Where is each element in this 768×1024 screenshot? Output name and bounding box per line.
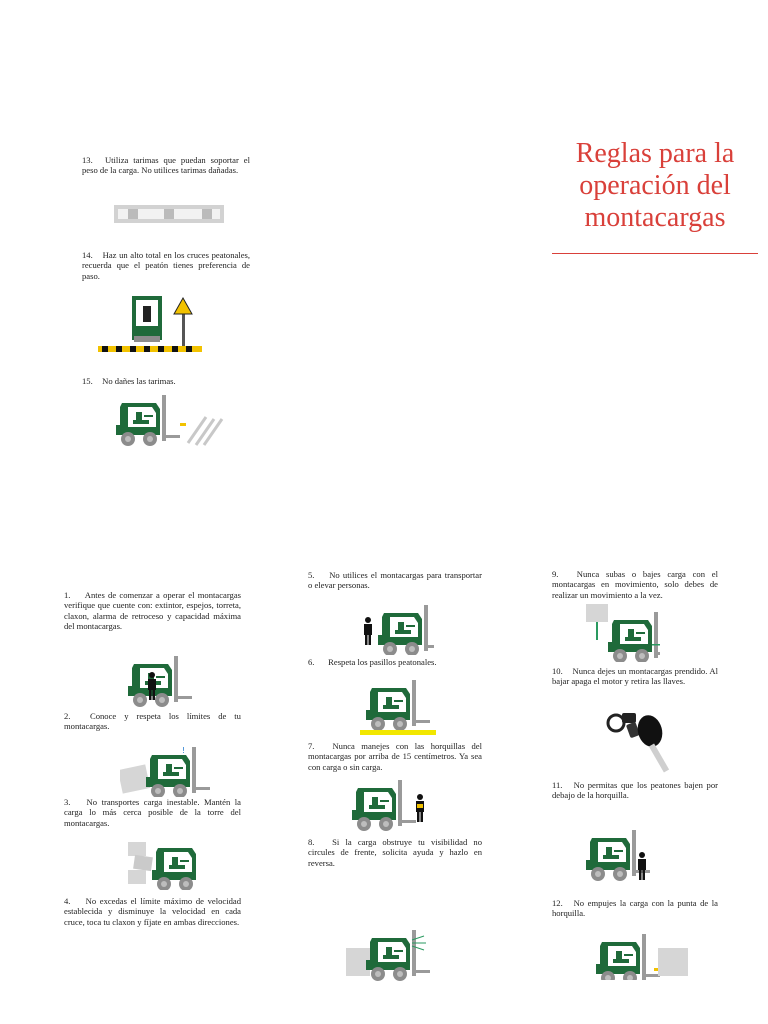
rule-text: No permitas que los peatones bajen por debajo de la horquilla. xyxy=(552,780,718,801)
rule-number: 14. xyxy=(82,250,93,260)
pedestrian-aisle-illustration xyxy=(360,680,436,736)
rule-6 xyxy=(308,657,482,667)
rule-number: 1. xyxy=(64,590,71,600)
rule-text: Nunca dejes un montacargas prendido. Al bajar apaga el motor y retira las llaves. xyxy=(552,666,718,687)
rule-13 xyxy=(82,155,250,176)
rule-4 xyxy=(64,896,241,927)
rule-11 xyxy=(552,780,718,801)
rule-14 xyxy=(82,250,250,281)
svg-text:!: ! xyxy=(182,746,186,755)
damaged-pallet-illustration xyxy=(116,393,228,449)
rule-2 xyxy=(64,711,241,732)
rule-text: No empujes la carga con la punta de la horquilla. xyxy=(552,898,718,919)
rule-7 xyxy=(308,741,482,772)
rule-number: 12. xyxy=(552,898,563,908)
pallet-illustration xyxy=(114,203,224,225)
title-underline xyxy=(552,253,758,254)
rule-1 xyxy=(64,590,241,632)
rule-text: Utiliza tarimas que puedan soportar el peso de la carga. No utilices tarimas dañadas. xyxy=(82,155,250,176)
rule-text: Conoce y respeta los límites de tu montacargas. xyxy=(64,711,241,732)
rule-number: 7. xyxy=(308,741,315,751)
rule-text: No utilices el montacargas para transportar o elevar personas. xyxy=(308,570,482,591)
rule-number: 9. xyxy=(552,569,559,579)
rule-15 xyxy=(82,376,250,386)
reverse-driving-illustration xyxy=(346,928,436,982)
crosswalk-stop-illustration xyxy=(98,292,202,354)
pedestrian-under-fork-illustration xyxy=(586,828,658,884)
rule-number: 5. xyxy=(308,570,315,580)
keys-illustration xyxy=(602,703,682,777)
rule-3 xyxy=(64,797,241,828)
rule-number: 3. xyxy=(64,797,71,807)
rule-text: No transportes carga inestable. Mantén la carga lo más cerca posible de la torre del montacargas. xyxy=(64,797,241,828)
rule-number: 13. xyxy=(82,155,93,165)
rule-number: 6. xyxy=(308,657,315,667)
inspection-illustration xyxy=(128,654,198,708)
load-movement-illustration xyxy=(584,604,660,662)
rule-number: 8. xyxy=(308,837,315,847)
rule-number: 4. xyxy=(64,896,71,906)
rule-12 xyxy=(552,898,718,919)
rule-number: 15. xyxy=(82,376,93,386)
rule-8 xyxy=(308,837,482,868)
rule-text: No dañes las tarimas. xyxy=(102,376,176,386)
page-title: Reglas para la operación del montacargas xyxy=(575,138,735,233)
limits-illustration xyxy=(120,745,210,797)
no-passengers-illustration xyxy=(364,603,434,655)
unstable-load-illustration xyxy=(126,836,196,890)
rule-text: Si la carga obstruye tu visibilidad no circules de frente, solicita ayuda y hazlo en reversa. xyxy=(308,837,482,868)
rule-text: Respeta los pasillos peatonales. xyxy=(328,657,437,667)
fork-height-illustration xyxy=(352,778,434,832)
rule-text: Antes de comenzar a operar el montacargas verifique que cuente con: extintor, espejos, torreta, claxon, alarma de retroceso y capacidad máxima del montacargas. xyxy=(64,590,241,632)
push-load-illustration xyxy=(596,932,692,980)
rule-number: 2. xyxy=(64,711,71,721)
rule-9 xyxy=(552,569,718,600)
rule-text: Nunca subas o bajes carga con el montacargas en movimiento, solo debes de realizar un movimiento a la vez. xyxy=(552,569,718,600)
rule-10 xyxy=(552,666,718,687)
rule-text: No excedas el límite máximo de velocidad establecida y disminuye la velocidad en cada cruce, toca tu claxon y fíjate en ambas direcciones. xyxy=(64,896,241,927)
rule-number: 10. xyxy=(552,666,563,676)
rule-number: 11. xyxy=(552,780,563,790)
rule-text: Nunca manejes con las horquillas del montacargas por arriba de 15 centímetros. Ya sea con carga o sin carga. xyxy=(308,741,482,772)
rule-text: Haz un alto total en los cruces peatonales, recuerda que el peatón tienes preferencia de paso. xyxy=(82,250,250,281)
rule-5 xyxy=(308,570,482,591)
